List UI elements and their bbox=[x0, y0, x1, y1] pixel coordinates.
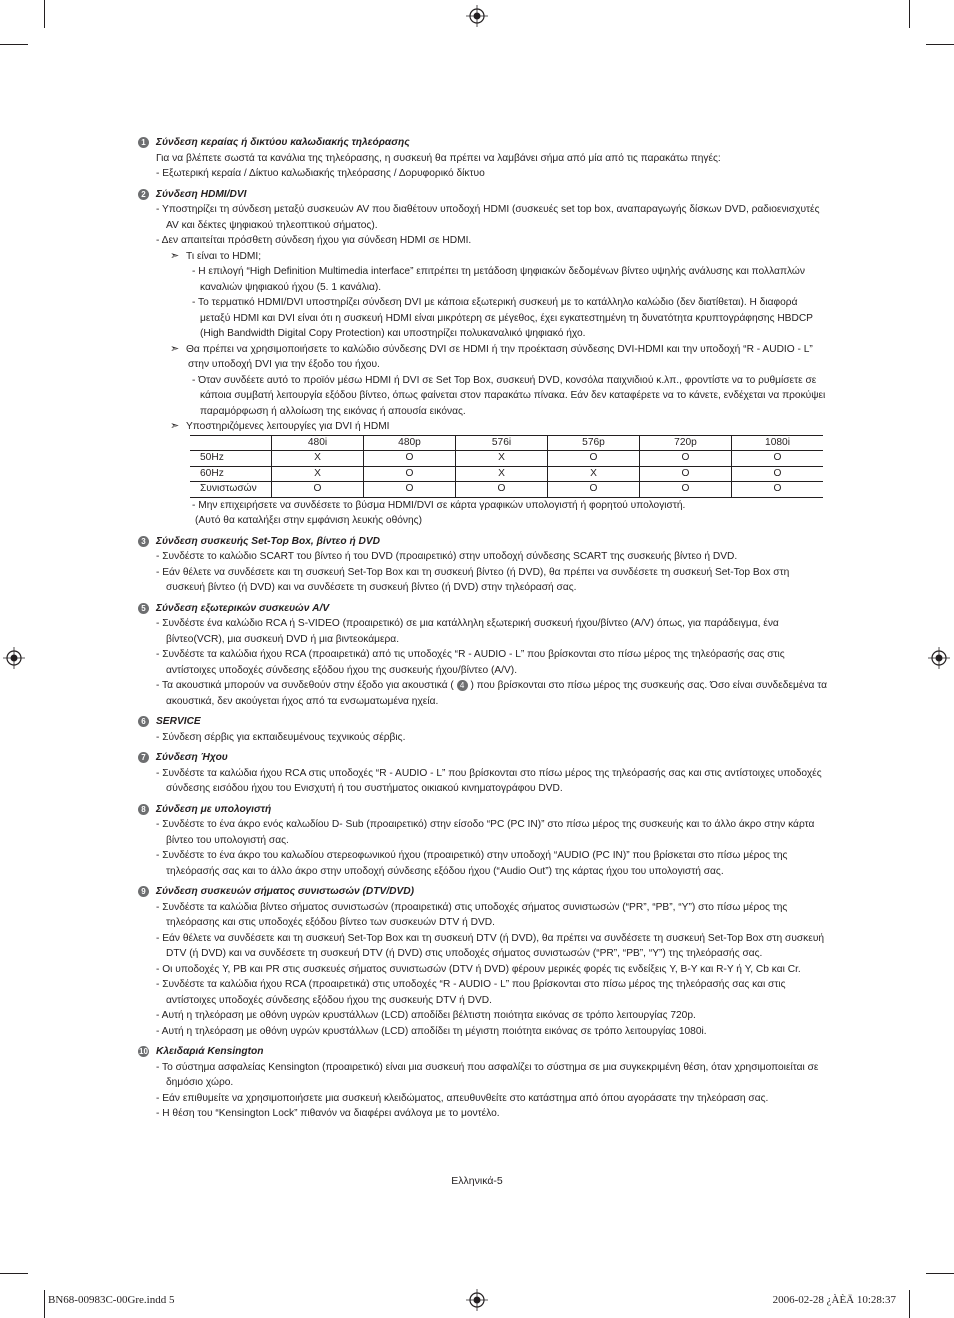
bullet-text: Συνδέστε τα καλώδια βίντεο σήματος συνιστωσών (προαιρετικά) στις υποδοχές σήματος συνιστωσών (“PR”, “PB”, “Y”) στο πίσω μέρος της τηλεόρασης και στις υποδοχές εξόδου βίντεο των συσκευών DTV ή DVD. bbox=[162, 901, 788, 928]
table-cell: Συνιστωσών bbox=[190, 482, 272, 498]
section-heading bbox=[138, 714, 828, 730]
bullet-text: Συνδέστε το ένα άκρο ενός καλωδίου D- Sub (προαιρετικό) στην είσοδο “PC (PC IN)” στο πίσω μέρος της συσκευής και το άλλο άκρο στην κάρτα βίντεο του υπολογιστή σας. bbox=[162, 819, 815, 846]
registration-mark-icon bbox=[3, 647, 25, 669]
bullet-item: - Εάν θέλετε να συνδέσετε και τη συσκευή Set-Top Box και τη συσκευή DTV (ή DVD), θα πρέπει να συνδέσετε τη συσκευή Set-Top Box στη συσκευή DTV (ή DVD) και να συνδέσετε τη συσκευή DTV (ή DVD) στις υποδοχές σήματος συνιστωσών (“PR”, “PB”, “Y”) της τηλεόρασής σας. bbox=[156, 932, 825, 959]
section-number-icon: 1 bbox=[138, 137, 149, 148]
section bbox=[138, 601, 828, 710]
bullet-text: Σύνδεση σέρβις για εκπαιδευμένους τεχνικούς σέρβις. bbox=[162, 731, 406, 743]
table-cell: O bbox=[732, 451, 824, 467]
table-cell: O bbox=[364, 482, 456, 498]
bullet-item: - Συνδέστε τα καλώδια ήχου RCA (προαιρετικά) από τις υποδοχές “R - AUDIO - L” που βρίσκονται στο πίσω μέρος της τηλεόρασής σας στις αντίστοιχες υποδοχές σύνδεσης εξόδου ήχου της συσκευής ήχου/βίντεο (A/V). bbox=[156, 649, 785, 676]
table-cell: 60Hz bbox=[190, 466, 272, 482]
note-detail: - Όταν συνδέετε αυτό το προϊόν μέσω HDMI ή DVI σε Set Top Box, συσκευή DVD, κονσόλα παιχνιδιού κ.λπ., φροντίστε να το ρυθμίσετε σε κάποια συμβατή λειτουργία εξόδου βίντεο, όπως φαίνεται στον παρακάτω πίνακα. Εάν δεν καταφέρετε να το κάνετε, ενδέχεται να προκύψει παραμόρφωση ή αλλοίωση της εικόνας ή απουσία εικόνας. bbox=[192, 374, 826, 417]
manual-content bbox=[138, 135, 828, 1122]
table-header-cell: 720p bbox=[640, 435, 732, 451]
section-heading bbox=[138, 802, 828, 818]
section-number-icon: 9 bbox=[138, 886, 149, 897]
bullet-text: ) που βρίσκονται στο πίσω μέρος της συσκευής σας. Όσο είναι συνδεδεμένα τα ακουστικά, δεν ακούγεται ήχος από τα ενσωματωμένα ηχεία. bbox=[166, 680, 827, 707]
section-number-icon: 6 bbox=[138, 716, 149, 727]
crop-mark bbox=[44, 1290, 45, 1318]
section bbox=[138, 534, 828, 596]
bullet-text: Συνδέστε ένα καλώδιο RCA ή S-VIDEO (προαιρετικό) σε μια κατάλληλη εξωτερική συσκευή ήχου/βίντεο (A/V) όπως, για παράδειγμα, ένα βίντεο(VCR), μια συσκευή DVD ή μια βιντεοκάμερα. bbox=[162, 618, 779, 645]
page-number: Ελληνικά-5 bbox=[451, 1175, 503, 1187]
bullet-item: - Δεν απαιτείται πρόσθετη σύνδεση ήχου για σύνδεση HDMI σε HDMI. bbox=[156, 235, 472, 246]
bullet-text: Οι υποδοχές Y, PB και PR στις συσκευές σήματος συνιστωσών (DTV ή DVD) φέρουν μερικές φορές τις ενδείξεις Y, B-Y και R-Y ή Y, Cb και Cr. bbox=[162, 963, 801, 975]
body-text: Για να βλέπετε σωστά τα κανάλια της τηλεόρασης, η συσκευή θα πρέπει να λαμβάνει σήμα από μία από τις παρακάτω πηγές: bbox=[156, 152, 721, 164]
table-cell: 50Hz bbox=[190, 451, 272, 467]
bullet-item: - Το σύστημα ασφαλείας Kensington (προαιρετικό) είναι μια συσκευή που ασφαλίζει το σύστημα σε μια συγκεκριμένη θέση, όταν χρησιμοποιείται σε δημόσιο χώρο. bbox=[156, 1061, 819, 1088]
section-number-icon: 5 bbox=[138, 603, 149, 614]
bullet-item: - Τα ακουστικά μπορούν να συνδεθούν στην έξοδο για ακουστικά ( 4 ) που βρίσκονται στο πίσω μέρος της συσκευής σας. Όσο είναι συνδεδεμένα τα ακουστικά, δεν ακούγεται ήχος από τα ενσωματωμένα ηχεία. bbox=[156, 680, 827, 707]
table-row bbox=[190, 466, 823, 482]
table-cell: O bbox=[640, 482, 732, 498]
crop-mark bbox=[909, 0, 910, 28]
table-cell: O bbox=[364, 451, 456, 467]
table-cell: X bbox=[456, 466, 548, 482]
section-heading bbox=[138, 1044, 828, 1060]
slug-timestamp: 2006-02-28 ¿ÀÈÄ 10:28:37 bbox=[772, 1294, 896, 1306]
section-heading bbox=[138, 884, 828, 900]
section bbox=[138, 802, 828, 880]
section-title: Σύνδεση με υπολογιστή bbox=[156, 803, 272, 815]
registration-mark-icon bbox=[928, 647, 950, 669]
table-header-cell bbox=[190, 435, 272, 451]
bullet-text: Το σύστημα ασφαλείας Kensington (προαιρετικό) είναι μια συσκευή που ασφαλίζει το σύστημα σε μια συγκεκριμένη θέση, όταν χρησιμοποιείται σε δημόσιο χώρο. bbox=[162, 1061, 819, 1088]
table-header-cell: 576p bbox=[548, 435, 640, 451]
crop-mark bbox=[926, 1273, 954, 1274]
section bbox=[138, 135, 828, 182]
headphone-jack-number-icon: 4 bbox=[457, 680, 468, 691]
bullet-item: - Συνδέστε το ένα άκρο ενός καλωδίου D- Sub (προαιρετικό) στην είσοδο “PC (PC IN)” στο πίσω μέρος της συσκευής και το άλλο άκρο στην κάρτα βίντεο του υπολογιστή σας. bbox=[156, 819, 815, 846]
note-detail: - Μην επιχειρήσετε να συνδέσετε το βύσμα HDMI/DVI σε κάρτα γραφικών υπολογιστή ή φορητού υπολογιστή. bbox=[192, 499, 686, 511]
bullet-item: - Αυτή η τηλεόραση με οθόνη υγρών κρυστάλλων (LCD) αποδίδει τη μέγιστη ποιότητα εικόνας σε τρόπο λειτουργίας 1080i. bbox=[156, 1025, 707, 1037]
crop-mark bbox=[926, 44, 954, 45]
table-row bbox=[190, 482, 823, 498]
section-title: Σύνδεση Ήχου bbox=[156, 752, 228, 763]
table-header-cell: 480i bbox=[272, 435, 364, 451]
bullet-text: Υποστηρίζει τη σύνδεση μεταξύ συσκευών AV που διαθέτουν υποδοχή HDMI (συσκευές set top box, αναπαραγωγής δίσκων DVD, ραδιοενισχυτές AV και δέκτες ψηφιακού τηλεοπτικού σήματος). bbox=[162, 204, 820, 231]
section bbox=[138, 714, 828, 745]
bullet-item: - Αυτή η τηλεόραση με οθόνη υγρών κρυστάλλων (LCD) αποδίδει βέλτιστη ποιότητα εικόνας σε τρόπο λειτουργίας 720p. bbox=[156, 1010, 696, 1021]
section-title: Σύνδεση HDMI/DVI bbox=[156, 188, 247, 200]
table-header-row bbox=[190, 435, 823, 451]
section-heading bbox=[138, 750, 828, 766]
section-title: Σύνδεση συσκευών σήματος συνιστωσών (DTV/DVD) bbox=[156, 886, 415, 897]
table-cell: X bbox=[548, 466, 640, 482]
bullet-text: Η θέση του “Kensington Lock” πιθανόν να διαφέρει ανάλογα με το μοντέλο. bbox=[162, 1108, 500, 1119]
bullet-item: - Συνδέστε το καλώδιο SCART του βίντεο ή του DVD (προαιρετικό) στην υποδοχή σύνδεσης SCART της συσκευής βίντεο ή DVD. bbox=[156, 551, 738, 562]
bullet-text: Συνδέστε τα καλώδια ήχου RCA (προαιρετικά) από τις υποδοχές “R - AUDIO - L” που βρίσκονται στο πίσω μέρος της τηλεόρασής σας στις αντίστοιχες υποδοχές σύνδεσης εξόδου ήχου της συσκευής ήχου/βίντεο (A/V). bbox=[162, 649, 785, 676]
table-cell: O bbox=[548, 482, 640, 498]
bullet-text: Τα ακουστικά μπορούν να συνδεθούν στην έξοδο για ακουστικά ( bbox=[162, 680, 454, 691]
section bbox=[138, 750, 828, 797]
bullet-item: - Συνδέστε τα καλώδια ήχου RCA (προαιρετικά) στις υποδοχές “R - AUDIO - L” που βρίσκονται στο πίσω μέρος της τηλεόρασής σας και στις αντίστοιχες υποδοχές σύνδεσης εξόδου ήχου της συσκευής DTV ή DVD. bbox=[156, 979, 786, 1006]
note-item bbox=[138, 249, 828, 265]
note-arrow-icon: ➣ bbox=[170, 420, 180, 432]
section-title: Σύνδεση συσκευής Set-Top Box, βίντεο ή DVD bbox=[156, 535, 381, 547]
note-text: Τι είναι το HDMI; bbox=[186, 250, 262, 262]
bullet-item: - Συνδέστε τα καλώδια βίντεο σήματος συνιστωσών (προαιρετικά) στις υποδοχές σήματος συνιστωσών (“PR”, “PB”, “Y”) στο πίσω μέρος της τηλεόρασης και στις υποδοχές εξόδου βίντεο των συσκευών DTV ή DVD. bbox=[156, 901, 788, 928]
table-cell: X bbox=[272, 466, 364, 482]
crop-mark bbox=[909, 1290, 910, 1318]
slug-filename: BN68-00983C-00Gre.indd 5 bbox=[48, 1294, 175, 1306]
table-cell: O bbox=[364, 466, 456, 482]
bullet-text: Εάν θέλετε να συνδέσετε και τη συσκευή Set-Top Box και τη συσκευή DTV (ή DVD), θα πρέπει να συνδέσετε τη συσκευή Set-Top Box στη συσκευή DTV (ή DVD) και να συνδέσετε τη συσκευή DTV (ή DVD) στις υποδοχές σήματος συνιστωσών (“PR”, “PB”, “Y”) της τηλεόρασής σας. bbox=[162, 932, 825, 959]
bullet-item: - Εξωτερική κεραία / Δίκτυο καλωδιακής τηλεόρασης / Δορυφορικό δίκτυο bbox=[156, 168, 485, 179]
crop-mark bbox=[44, 0, 45, 28]
note-text: Υποστηριζόμενες λειτουργίες για DVI ή HDMI bbox=[186, 421, 390, 432]
registration-mark-icon bbox=[466, 5, 488, 27]
bullet-text: Συνδέστε το ένα άκρο του καλωδίου στερεοφωνικού ήχου (προαιρετικό) στην υποδοχή “AUDIO (PC IN)” που βρίσκεται στο πίσω μέρος της τηλεόρασής σας και το άλλο άκρο στην υποδοχή σύνδεσης εξόδου ήχου (“Audio Out”) της κάρτας ήχου του υπολογιστή σας. bbox=[162, 850, 788, 877]
bullet-text: Συνδέστε τα καλώδια ήχου RCA (προαιρετικά) στις υποδοχές “R - AUDIO - L” που βρίσκονται στο πίσω μέρος της τηλεόρασής σας και στις αντίστοιχες υποδοχές σύνδεσης εξόδου ήχου της συσκευής DTV ή DVD. bbox=[162, 979, 786, 1006]
section-number-icon: 8 bbox=[138, 804, 149, 815]
table-header-cell: 576i bbox=[456, 435, 548, 451]
bullet-text: Αυτή η τηλεόραση με οθόνη υγρών κρυστάλλων (LCD) αποδίδει τη μέγιστη ποιότητα εικόνας σε τρόπο λειτουργίας 1080i. bbox=[161, 1025, 707, 1037]
bullet-text: Δεν απαιτείται πρόσθετη σύνδεση ήχου για σύνδεση HDMI σε HDMI. bbox=[161, 235, 472, 246]
table-header-cell: 1080i bbox=[732, 435, 824, 451]
section-number-icon: 3 bbox=[138, 536, 149, 547]
bullet-text: Συνδέστε τα καλώδια ήχου RCA στις υποδοχές “R - AUDIO - L” που βρίσκονται στο πίσω μέρος της τηλεόρασής σας και στις αντίστοιχες υποδοχές σύνδεσης εισόδου ήχου του Ενισχυτή ή του συστήματος οικιακού κινηματογράφου DVD. bbox=[162, 767, 822, 794]
table-cell: O bbox=[640, 466, 732, 482]
bullet-text: Αυτή η τηλεόραση με οθόνη υγρών κρυστάλλων (LCD) αποδίδει βέλτιστη ποιότητα εικόνας σε τρόπο λειτουργίας 720p. bbox=[161, 1010, 696, 1021]
section-number-icon: 7 bbox=[138, 752, 149, 763]
bullet-item: - Συνδέστε τα καλώδια ήχου RCA στις υποδοχές “R - AUDIO - L” που βρίσκονται στο πίσω μέρος της τηλεόρασής σας και στις αντίστοιχες υποδοχές σύνδεσης εισόδου ήχου του Ενισχυτή ή του συστήματος οικιακού κινηματογράφου DVD. bbox=[156, 767, 822, 794]
note-arrow-icon: ➣ bbox=[170, 342, 180, 355]
section-heading bbox=[138, 135, 828, 151]
crop-mark bbox=[0, 1273, 28, 1274]
table-cell: O bbox=[732, 482, 824, 498]
note-arrow-icon: ➣ bbox=[170, 249, 180, 262]
note-text: Θα πρέπει να χρησιμοποιήσετε το καλώδιο σύνδεσης DVI σε HDMI ή την προέκταση σύνδεσης DVI-HDMI και την υποδοχή “R - AUDIO - L” στην υποδοχή DVI για την έξοδο του ήχου. bbox=[186, 343, 813, 370]
bullet-text: Συνδέστε το καλώδιο SCART του βίντεο ή του DVD (προαιρετικό) στην υποδοχή σύνδεσης SCART της συσκευής βίντεο ή DVD. bbox=[162, 551, 738, 562]
bullet-item: - Συνδέστε το ένα άκρο του καλωδίου στερεοφωνικού ήχου (προαιρετικό) στην υποδοχή “AUDIO (PC IN)” που βρίσκεται στο πίσω μέρος της τηλεόρασής σας και το άλλο άκρο στην υποδοχή σύνδεσης εξόδου ήχου (“Audio Out”) της κάρτας ήχου του υπολογιστή σας. bbox=[156, 850, 788, 877]
table-cell: O bbox=[548, 451, 640, 467]
bullet-text: Εάν θέλετε να συνδέσετε και τη συσκευή Set-Top Box και τη συσκευή βίντεο (ή DVD), θα πρέπει να συνδέσετε τη συσκευή Set-Top Box στη συσκευή βίντεο (ή DVD) και να συνδέσετε τη συσκευή βίντεο (ή DVD) στην τηλεόρασή σας. bbox=[162, 566, 790, 593]
section bbox=[138, 1044, 828, 1122]
note-detail: - Η επιλογή “High Definition Multimedia interface” επιτρέπει τη μετάδοση ψηφιακών δεδομένων βίντεο υψηλής ανάλυσης και πολλαπλών καναλιών ψηφιακού ήχου (5. 1 κανάλια). bbox=[192, 266, 805, 293]
registration-mark-icon bbox=[466, 1289, 488, 1311]
table-cell: X bbox=[456, 451, 548, 467]
bullet-text: Εάν επιθυμείτε να χρησιμοποιήσετε μια συσκευή κλειδώματος, απευθυνθείτε στο κατάστημα από όπου αγοράσατε την τηλεόραση σας. bbox=[162, 1092, 769, 1104]
supported-modes-table bbox=[190, 435, 823, 498]
section-title: Σύνδεση εξωτερικών συσκευών A/V bbox=[156, 602, 330, 614]
note-item bbox=[138, 419, 828, 435]
note-item bbox=[138, 342, 828, 373]
table-row bbox=[190, 451, 823, 467]
section-title: Κλειδαριά Kensington bbox=[156, 1046, 264, 1057]
table-header-cell: 480p bbox=[364, 435, 456, 451]
bullet-item: - Εάν επιθυμείτε να χρησιμοποιήσετε μια συσκευή κλειδώματος, απευθυνθείτε στο κατάστημα από όπου αγοράσατε την τηλεόραση σας. bbox=[156, 1092, 769, 1104]
bullet-item: - Οι υποδοχές Y, PB και PR στις συσκευές σήματος συνιστωσών (DTV ή DVD) φέρουν μερικές φορές τις ενδείξεις Y, B-Y και R-Y ή Y, Cb και Cr. bbox=[156, 963, 801, 975]
table-cell: O bbox=[456, 482, 548, 498]
table-cell: O bbox=[640, 451, 732, 467]
bullet-item: - Η θέση του “Kensington Lock” πιθανόν να διαφέρει ανάλογα με το μοντέλο. bbox=[156, 1108, 500, 1119]
section-number-icon: 2 bbox=[138, 189, 149, 200]
section-title: SERVICE bbox=[156, 716, 201, 727]
crop-mark bbox=[0, 44, 28, 45]
table-cell: O bbox=[272, 482, 364, 498]
section bbox=[138, 187, 828, 529]
bullet-text: Εξωτερική κεραία / Δίκτυο καλωδιακής τηλεόρασης / Δορυφορικό δίκτυο bbox=[162, 168, 485, 179]
note-detail: - Το τερματικό HDMI/DVI υποστηρίζει σύνδεση DVI με κάποια εξωτερική συσκευή με το κατάλληλο καλώδιο (δεν διατίθεται). Η διαφορά μεταξύ HDMI και DVI είναι ότι η συσκευή HDMI είναι μικρότερη σε μέγεθος, έχει εγκατεστημένη τη δυνατότητα κρυπτογράφησης HBDCP (High Bandwidth Digital Copy Protection) και υποστηρίζει πολυκαναλικό ψηφιακό ήχο. bbox=[192, 297, 813, 339]
section-heading bbox=[138, 534, 828, 550]
table-cell: X bbox=[272, 451, 364, 467]
bullet-item: - Συνδέστε ένα καλώδιο RCA ή S-VIDEO (προαιρετικό) σε μια κατάλληλη εξωτερική συσκευή ήχου/βίντεο (A/V) όπως, για παράδειγμα, ένα βίντεο(VCR), μια συσκευή DVD ή μια βιντεοκάμερα. bbox=[156, 618, 779, 645]
section bbox=[138, 884, 828, 1039]
section-heading bbox=[138, 187, 828, 203]
bullet-item: - Εάν θέλετε να συνδέσετε και τη συσκευή Set-Top Box και τη συσκευή βίντεο (ή DVD), θα πρέπει να συνδέσετε τη συσκευή Set-Top Box στη συσκευή βίντεο (ή DVD) και να συνδέσετε τη συσκευή βίντεο (ή DVD) στην τηλεόρασή σας. bbox=[156, 566, 790, 593]
bullet-item: - Σύνδεση σέρβις για εκπαιδευμένους τεχνικούς σέρβις. bbox=[156, 731, 406, 743]
section-title: Σύνδεση κεραίας ή δικτύου καλωδιακής τηλεόρασης bbox=[156, 137, 410, 148]
table-cell: O bbox=[732, 466, 824, 482]
bullet-item: - Υποστηρίζει τη σύνδεση μεταξύ συσκευών AV που διαθέτουν υποδοχή HDMI (συσκευές set top box, αναπαραγωγής δίσκων DVD, ραδιοενισχυτές AV και δέκτες ψηφιακού τηλεοπτικού σήματος). bbox=[156, 204, 820, 231]
note-detail: (Αυτό θα καταλήξει στην εμφάνιση λευκής οθόνης) bbox=[195, 515, 422, 526]
section-heading bbox=[138, 601, 828, 617]
section-number-icon: 10 bbox=[139, 1047, 148, 1057]
